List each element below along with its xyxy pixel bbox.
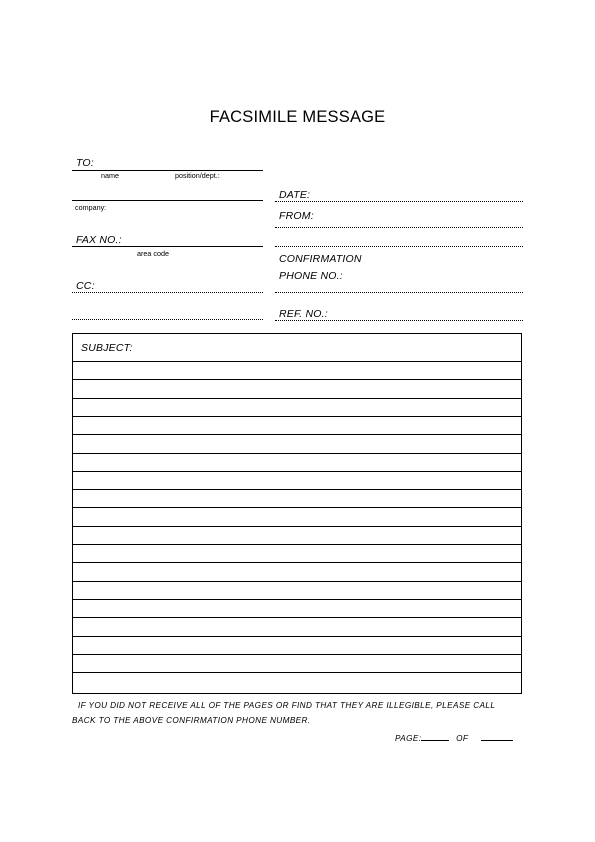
from-field[interactable] xyxy=(275,227,523,228)
fax-field[interactable] xyxy=(72,246,263,247)
page-total-field[interactable] xyxy=(481,732,513,741)
confirmation-label: CONFIRMATION xyxy=(279,253,362,265)
position-caption: position/dept.: xyxy=(175,171,220,180)
subject-ruled-line xyxy=(73,471,521,472)
date-field[interactable] xyxy=(275,201,523,202)
from-label: FROM: xyxy=(279,210,314,222)
from-field-extra[interactable] xyxy=(275,246,523,247)
subject-ruled-line xyxy=(73,507,521,508)
footer-note-line2: BACK TO THE ABOVE CONFIRMATION PHONE NUMBER. xyxy=(72,716,311,725)
subject-ruled-line xyxy=(73,379,521,380)
subject-ruled-line xyxy=(73,654,521,655)
page-label: PAGE: xyxy=(395,734,422,743)
fax-label: FAX NO.: xyxy=(76,234,122,246)
subject-ruled-line xyxy=(73,526,521,527)
company-field[interactable] xyxy=(72,200,263,201)
subject-ruled-line xyxy=(73,398,521,399)
cc-field[interactable] xyxy=(72,292,263,293)
subject-ruled-line xyxy=(73,672,521,673)
subject-ruled-line xyxy=(73,581,521,582)
subject-ruled-line xyxy=(73,636,521,637)
footer-note-line1: IF YOU DID NOT RECEIVE ALL OF THE PAGES OR FIND THAT THEY ARE ILLEGIBLE, PLEASE CALL xyxy=(78,701,496,710)
phone-label: PHONE NO.: xyxy=(279,270,343,282)
subject-ruled-line xyxy=(73,453,521,454)
phone-field[interactable] xyxy=(275,292,523,293)
page-title: FACSIMILE MESSAGE xyxy=(209,108,386,126)
date-label: DATE: xyxy=(279,189,311,201)
subject-ruled-line xyxy=(73,489,521,490)
to-label: TO: xyxy=(76,157,94,169)
cc-label: CC: xyxy=(76,280,95,292)
subject-ruled-line xyxy=(73,416,521,417)
area-code-caption: area code xyxy=(137,249,169,258)
subject-ruled-line xyxy=(73,434,521,435)
ref-field[interactable] xyxy=(275,320,523,321)
page-counter xyxy=(395,732,513,743)
subject-label: SUBJECT: xyxy=(81,342,133,354)
subject-ruled-line xyxy=(73,599,521,600)
of-label: OF xyxy=(456,734,469,743)
cc-field-extra[interactable] xyxy=(72,319,263,320)
subject-ruled-line xyxy=(73,562,521,563)
company-caption: company: xyxy=(75,203,107,212)
subject-ruled-line xyxy=(73,617,521,618)
subject-ruled-line xyxy=(73,544,521,545)
ref-label: REF. NO.: xyxy=(279,308,328,320)
subject-box[interactable] xyxy=(72,333,522,694)
name-caption: name xyxy=(101,171,119,180)
subject-ruled-line xyxy=(73,361,521,362)
page-number-field[interactable] xyxy=(421,732,449,741)
